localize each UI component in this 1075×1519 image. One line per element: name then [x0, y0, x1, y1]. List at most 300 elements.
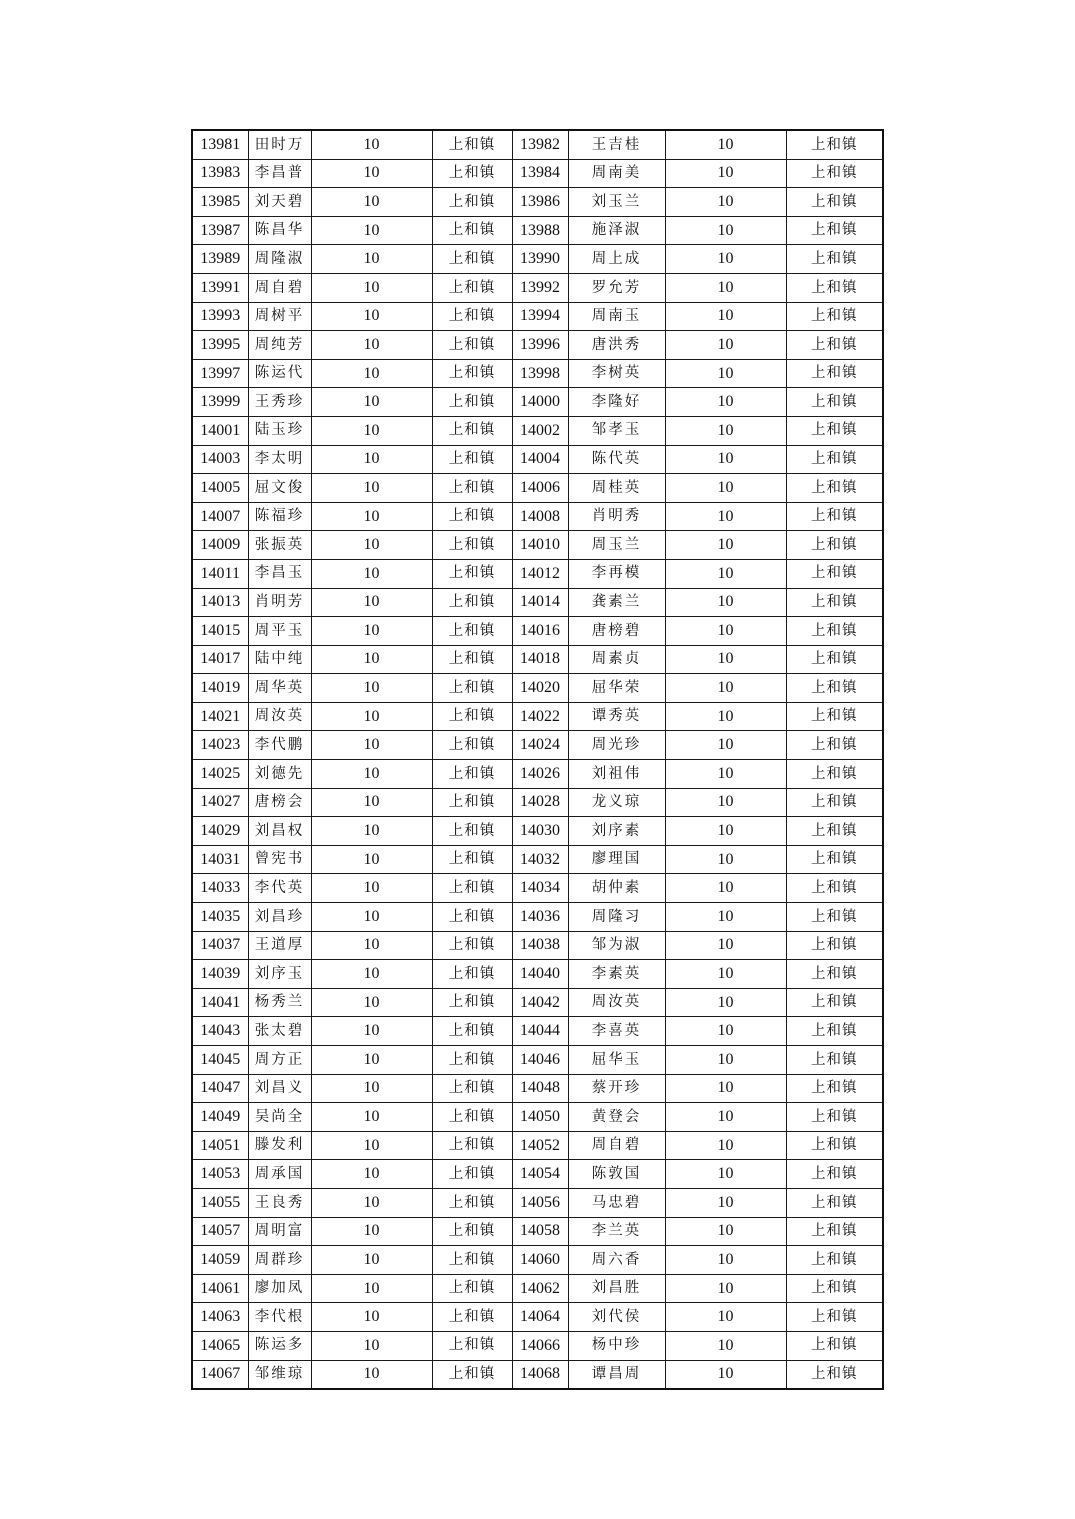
amount-cell: 10 [665, 788, 786, 817]
name-cell: 陈敦国 [568, 1160, 665, 1189]
table-row [192, 159, 883, 188]
name-cell: 施泽淑 [568, 216, 665, 245]
name-cell: 屈华玉 [568, 1046, 665, 1075]
record-id-cell: 14006 [512, 474, 568, 503]
record-id-cell: 13994 [512, 302, 568, 331]
amount-cell: 10 [665, 445, 786, 474]
amount-cell: 10 [311, 359, 432, 388]
name-cell: 周隆习 [568, 903, 665, 932]
name-cell: 蔡开珍 [568, 1074, 665, 1103]
town-cell: 上和镇 [432, 445, 512, 474]
record-id-cell: 14034 [512, 874, 568, 903]
record-id-cell: 14049 [192, 1103, 248, 1132]
name-cell: 陆中纯 [248, 645, 311, 674]
table-row [192, 388, 883, 417]
name-cell: 杨秀兰 [248, 988, 311, 1017]
town-cell: 上和镇 [786, 817, 883, 846]
amount-cell: 10 [311, 388, 432, 417]
town-cell: 上和镇 [786, 388, 883, 417]
amount-cell: 10 [665, 502, 786, 531]
table-row [192, 216, 883, 245]
town-cell: 上和镇 [786, 1046, 883, 1075]
record-id-cell: 14050 [512, 1103, 568, 1132]
record-id-cell: 14019 [192, 674, 248, 703]
name-cell: 刘序素 [568, 817, 665, 846]
amount-cell: 10 [311, 617, 432, 646]
table-row [192, 1303, 883, 1332]
amount-cell: 10 [311, 731, 432, 760]
name-cell: 陈运多 [248, 1331, 311, 1360]
amount-cell: 10 [665, 731, 786, 760]
town-cell: 上和镇 [786, 903, 883, 932]
town-cell: 上和镇 [432, 216, 512, 245]
name-cell: 周隆淑 [248, 245, 311, 274]
record-id-cell: 14014 [512, 588, 568, 617]
name-cell: 周自碧 [248, 273, 311, 302]
name-cell: 周明富 [248, 1217, 311, 1246]
name-cell: 王良秀 [248, 1188, 311, 1217]
amount-cell: 10 [311, 331, 432, 360]
name-cell: 唐榜会 [248, 788, 311, 817]
name-cell: 刘玉兰 [568, 188, 665, 217]
record-id-cell: 14009 [192, 531, 248, 560]
name-cell: 唐榜碧 [568, 617, 665, 646]
record-id-cell: 14068 [512, 1360, 568, 1389]
town-cell: 上和镇 [432, 359, 512, 388]
name-cell: 刘序玉 [248, 960, 311, 989]
table-row [192, 273, 883, 302]
record-id-cell: 14055 [192, 1188, 248, 1217]
amount-cell: 10 [665, 1131, 786, 1160]
amount-cell: 10 [665, 1360, 786, 1389]
record-id-cell: 14067 [192, 1360, 248, 1389]
record-id-cell: 13990 [512, 245, 568, 274]
record-id-cell: 13988 [512, 216, 568, 245]
amount-cell: 10 [665, 617, 786, 646]
town-cell: 上和镇 [786, 645, 883, 674]
town-cell: 上和镇 [786, 845, 883, 874]
name-cell: 唐洪秀 [568, 331, 665, 360]
town-cell: 上和镇 [432, 988, 512, 1017]
record-id-cell: 13986 [512, 188, 568, 217]
record-id-cell: 13989 [192, 245, 248, 274]
town-cell: 上和镇 [432, 817, 512, 846]
record-id-cell: 14005 [192, 474, 248, 503]
record-id-cell: 14057 [192, 1217, 248, 1246]
amount-cell: 10 [665, 1074, 786, 1103]
name-cell: 周玉兰 [568, 531, 665, 560]
amount-cell: 10 [665, 1331, 786, 1360]
town-cell: 上和镇 [432, 617, 512, 646]
table-row [192, 1331, 883, 1360]
amount-cell: 10 [311, 788, 432, 817]
record-id-cell: 14021 [192, 702, 248, 731]
town-cell: 上和镇 [432, 188, 512, 217]
record-id-cell: 13997 [192, 359, 248, 388]
town-cell: 上和镇 [786, 1160, 883, 1189]
record-id-cell: 13993 [192, 302, 248, 331]
name-cell: 邹维琼 [248, 1360, 311, 1389]
town-cell: 上和镇 [786, 559, 883, 588]
record-id-cell: 14015 [192, 617, 248, 646]
record-id-cell: 14065 [192, 1331, 248, 1360]
name-cell: 周群珍 [248, 1246, 311, 1275]
table-row [192, 931, 883, 960]
amount-cell: 10 [665, 674, 786, 703]
name-cell: 黄登会 [568, 1103, 665, 1132]
name-cell: 肖明芳 [248, 588, 311, 617]
town-cell: 上和镇 [786, 331, 883, 360]
town-cell: 上和镇 [786, 760, 883, 789]
amount-cell: 10 [665, 874, 786, 903]
record-id-cell: 14040 [512, 960, 568, 989]
town-cell: 上和镇 [432, 474, 512, 503]
town-cell: 上和镇 [786, 1274, 883, 1303]
table-row [192, 874, 883, 903]
table-row [192, 1188, 883, 1217]
town-cell: 上和镇 [786, 130, 883, 159]
record-id-cell: 14052 [512, 1131, 568, 1160]
amount-cell: 10 [665, 1188, 786, 1217]
town-cell: 上和镇 [432, 1046, 512, 1075]
town-cell: 上和镇 [786, 531, 883, 560]
record-id-cell: 14031 [192, 845, 248, 874]
name-cell: 周南美 [568, 159, 665, 188]
amount-cell: 10 [665, 559, 786, 588]
amount-cell: 10 [665, 1217, 786, 1246]
record-id-cell: 14002 [512, 416, 568, 445]
town-cell: 上和镇 [786, 1331, 883, 1360]
name-cell: 王道厚 [248, 931, 311, 960]
town-cell: 上和镇 [432, 130, 512, 159]
record-id-cell: 14048 [512, 1074, 568, 1103]
name-cell: 邹孝玉 [568, 416, 665, 445]
record-id-cell: 14064 [512, 1303, 568, 1332]
town-cell: 上和镇 [432, 1160, 512, 1189]
amount-cell: 10 [311, 702, 432, 731]
town-cell: 上和镇 [432, 1188, 512, 1217]
record-id-cell: 14053 [192, 1160, 248, 1189]
amount-cell: 10 [665, 931, 786, 960]
record-id-cell: 14026 [512, 760, 568, 789]
table-row [192, 674, 883, 703]
record-id-cell: 14001 [192, 416, 248, 445]
record-id-cell: 13995 [192, 331, 248, 360]
record-id-cell: 14033 [192, 874, 248, 903]
record-id-cell: 13982 [512, 130, 568, 159]
name-cell: 陈运代 [248, 359, 311, 388]
town-cell: 上和镇 [786, 931, 883, 960]
town-cell: 上和镇 [786, 874, 883, 903]
amount-cell: 10 [311, 931, 432, 960]
record-id-cell: 14032 [512, 845, 568, 874]
town-cell: 上和镇 [432, 874, 512, 903]
record-id-cell: 14000 [512, 388, 568, 417]
record-id-cell: 13991 [192, 273, 248, 302]
name-cell: 陈福珍 [248, 502, 311, 531]
town-cell: 上和镇 [432, 331, 512, 360]
table-row [192, 445, 883, 474]
town-cell: 上和镇 [432, 416, 512, 445]
town-cell: 上和镇 [786, 788, 883, 817]
record-id-cell: 13984 [512, 159, 568, 188]
name-cell: 刘昌珍 [248, 903, 311, 932]
record-id-cell: 14046 [512, 1046, 568, 1075]
table-row [192, 474, 883, 503]
table-row [192, 1160, 883, 1189]
town-cell: 上和镇 [432, 903, 512, 932]
amount-cell: 10 [311, 1331, 432, 1360]
name-cell: 滕发利 [248, 1131, 311, 1160]
town-cell: 上和镇 [432, 1074, 512, 1103]
amount-cell: 10 [311, 1360, 432, 1389]
name-cell: 陈昌华 [248, 216, 311, 245]
amount-cell: 10 [665, 1017, 786, 1046]
town-cell: 上和镇 [786, 1217, 883, 1246]
name-cell: 李代英 [248, 874, 311, 903]
town-cell: 上和镇 [432, 1274, 512, 1303]
table-row [192, 245, 883, 274]
name-cell: 李太明 [248, 445, 311, 474]
record-id-cell: 14017 [192, 645, 248, 674]
amount-cell: 10 [311, 1160, 432, 1189]
record-id-cell: 14008 [512, 502, 568, 531]
amount-cell: 10 [311, 674, 432, 703]
record-id-cell: 14028 [512, 788, 568, 817]
record-id-cell: 14016 [512, 617, 568, 646]
town-cell: 上和镇 [432, 645, 512, 674]
town-cell: 上和镇 [786, 502, 883, 531]
record-id-cell: 14051 [192, 1131, 248, 1160]
name-cell: 李代鹏 [248, 731, 311, 760]
table-row [192, 617, 883, 646]
record-id-cell: 14029 [192, 817, 248, 846]
name-cell: 李再模 [568, 559, 665, 588]
amount-cell: 10 [311, 502, 432, 531]
record-id-cell: 14011 [192, 559, 248, 588]
name-cell: 李素英 [568, 960, 665, 989]
town-cell: 上和镇 [432, 302, 512, 331]
record-id-cell: 14054 [512, 1160, 568, 1189]
amount-cell: 10 [311, 531, 432, 560]
record-id-cell: 14066 [512, 1331, 568, 1360]
name-cell: 吴尚全 [248, 1103, 311, 1132]
record-id-cell: 14041 [192, 988, 248, 1017]
record-id-cell: 14025 [192, 760, 248, 789]
amount-cell: 10 [665, 960, 786, 989]
record-id-cell: 14043 [192, 1017, 248, 1046]
table-row [192, 1074, 883, 1103]
name-cell: 肖明秀 [568, 502, 665, 531]
record-id-cell: 14010 [512, 531, 568, 560]
table-row [192, 788, 883, 817]
amount-cell: 10 [665, 302, 786, 331]
town-cell: 上和镇 [432, 273, 512, 302]
amount-cell: 10 [665, 988, 786, 1017]
amount-cell: 10 [665, 159, 786, 188]
amount-cell: 10 [311, 760, 432, 789]
roster-table [191, 129, 884, 1390]
name-cell: 刘昌胜 [568, 1274, 665, 1303]
town-cell: 上和镇 [786, 1131, 883, 1160]
name-cell: 龙义琼 [568, 788, 665, 817]
town-cell: 上和镇 [432, 1131, 512, 1160]
record-id-cell: 13999 [192, 388, 248, 417]
amount-cell: 10 [665, 359, 786, 388]
name-cell: 刘昌权 [248, 817, 311, 846]
record-id-cell: 14061 [192, 1274, 248, 1303]
record-id-cell: 14059 [192, 1246, 248, 1275]
amount-cell: 10 [311, 645, 432, 674]
amount-cell: 10 [665, 1274, 786, 1303]
record-id-cell: 14037 [192, 931, 248, 960]
record-id-cell: 13992 [512, 273, 568, 302]
amount-cell: 10 [665, 702, 786, 731]
amount-cell: 10 [311, 188, 432, 217]
amount-cell: 10 [311, 416, 432, 445]
town-cell: 上和镇 [432, 159, 512, 188]
name-cell: 谭秀英 [568, 702, 665, 731]
table-row [192, 645, 883, 674]
amount-cell: 10 [311, 559, 432, 588]
name-cell: 田时万 [248, 130, 311, 159]
name-cell: 刘天碧 [248, 188, 311, 217]
name-cell: 周素贞 [568, 645, 665, 674]
amount-cell: 10 [665, 588, 786, 617]
name-cell: 李兰英 [568, 1217, 665, 1246]
amount-cell: 10 [311, 445, 432, 474]
name-cell: 邹为淑 [568, 931, 665, 960]
table-row [192, 559, 883, 588]
name-cell: 周汝英 [568, 988, 665, 1017]
name-cell: 周纯芳 [248, 331, 311, 360]
record-id-cell: 14047 [192, 1074, 248, 1103]
amount-cell: 10 [311, 988, 432, 1017]
name-cell: 周光珍 [568, 731, 665, 760]
name-cell: 罗允芳 [568, 273, 665, 302]
name-cell: 屈文俊 [248, 474, 311, 503]
name-cell: 张振英 [248, 531, 311, 560]
name-cell: 周上成 [568, 245, 665, 274]
table-row [192, 130, 883, 159]
record-id-cell: 14018 [512, 645, 568, 674]
table-row [192, 988, 883, 1017]
amount-cell: 10 [665, 903, 786, 932]
name-cell: 刘德先 [248, 760, 311, 789]
amount-cell: 10 [311, 216, 432, 245]
amount-cell: 10 [311, 474, 432, 503]
amount-cell: 10 [665, 1046, 786, 1075]
record-id-cell: 14062 [512, 1274, 568, 1303]
town-cell: 上和镇 [786, 245, 883, 274]
name-cell: 王秀珍 [248, 388, 311, 417]
table-row [192, 903, 883, 932]
town-cell: 上和镇 [786, 188, 883, 217]
name-cell: 龚素兰 [568, 588, 665, 617]
record-id-cell: 13985 [192, 188, 248, 217]
town-cell: 上和镇 [432, 588, 512, 617]
amount-cell: 10 [665, 331, 786, 360]
table-row [192, 960, 883, 989]
amount-cell: 10 [665, 388, 786, 417]
record-id-cell: 13981 [192, 130, 248, 159]
name-cell: 周方正 [248, 1046, 311, 1075]
table-row [192, 845, 883, 874]
table-row [192, 416, 883, 445]
amount-cell: 10 [665, 845, 786, 874]
town-cell: 上和镇 [786, 1303, 883, 1332]
record-id-cell: 14024 [512, 731, 568, 760]
table-row [192, 702, 883, 731]
town-cell: 上和镇 [432, 1217, 512, 1246]
name-cell: 周南玉 [568, 302, 665, 331]
record-id-cell: 14003 [192, 445, 248, 474]
record-id-cell: 13987 [192, 216, 248, 245]
town-cell: 上和镇 [786, 1246, 883, 1275]
amount-cell: 10 [311, 960, 432, 989]
table-row [192, 359, 883, 388]
record-id-cell: 14027 [192, 788, 248, 817]
record-id-cell: 14058 [512, 1217, 568, 1246]
name-cell: 杨中珍 [568, 1331, 665, 1360]
record-id-cell: 14020 [512, 674, 568, 703]
record-id-cell: 14039 [192, 960, 248, 989]
amount-cell: 10 [665, 188, 786, 217]
amount-cell: 10 [311, 817, 432, 846]
name-cell: 张太碧 [248, 1017, 311, 1046]
town-cell: 上和镇 [432, 1246, 512, 1275]
record-id-cell: 14063 [192, 1303, 248, 1332]
town-cell: 上和镇 [786, 474, 883, 503]
record-id-cell: 14035 [192, 903, 248, 932]
name-cell: 王吉桂 [568, 130, 665, 159]
town-cell: 上和镇 [786, 445, 883, 474]
amount-cell: 10 [665, 1303, 786, 1332]
name-cell: 周桂英 [568, 474, 665, 503]
table-row [192, 1103, 883, 1132]
amount-cell: 10 [311, 245, 432, 274]
town-cell: 上和镇 [786, 1074, 883, 1103]
town-cell: 上和镇 [786, 588, 883, 617]
amount-cell: 10 [311, 1046, 432, 1075]
town-cell: 上和镇 [786, 273, 883, 302]
amount-cell: 10 [665, 645, 786, 674]
town-cell: 上和镇 [786, 702, 883, 731]
town-cell: 上和镇 [786, 988, 883, 1017]
town-cell: 上和镇 [432, 559, 512, 588]
table-row [192, 1131, 883, 1160]
town-cell: 上和镇 [786, 359, 883, 388]
name-cell: 周承国 [248, 1160, 311, 1189]
town-cell: 上和镇 [786, 1188, 883, 1217]
table-row [192, 531, 883, 560]
record-id-cell: 13998 [512, 359, 568, 388]
name-cell: 周自碧 [568, 1131, 665, 1160]
amount-cell: 10 [311, 1303, 432, 1332]
table-row [192, 1046, 883, 1075]
town-cell: 上和镇 [432, 760, 512, 789]
amount-cell: 10 [665, 416, 786, 445]
table-row [192, 731, 883, 760]
town-cell: 上和镇 [432, 1303, 512, 1332]
town-cell: 上和镇 [786, 1360, 883, 1389]
record-id-cell: 14038 [512, 931, 568, 960]
record-id-cell: 14056 [512, 1188, 568, 1217]
town-cell: 上和镇 [786, 216, 883, 245]
town-cell: 上和镇 [786, 731, 883, 760]
table-row [192, 188, 883, 217]
amount-cell: 10 [665, 817, 786, 846]
